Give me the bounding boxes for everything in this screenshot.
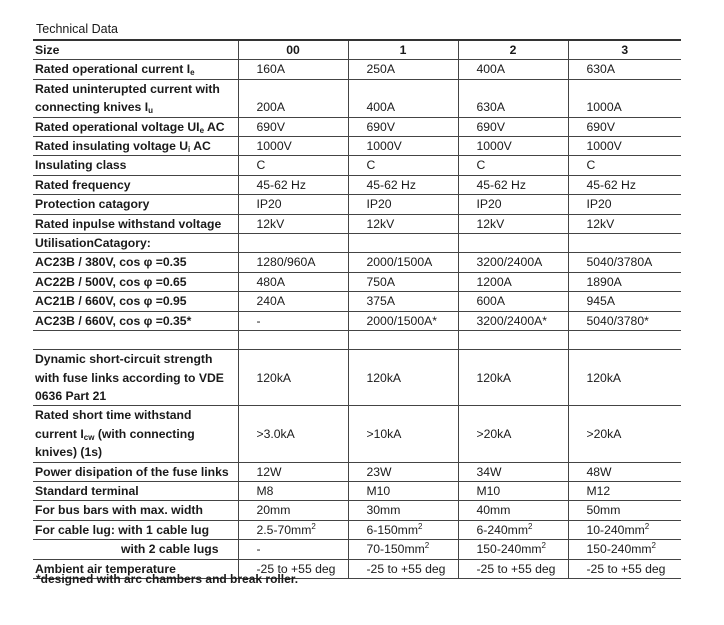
cell: IP20: [238, 195, 348, 214]
cell: 48W: [568, 462, 681, 481]
cell: -25 to +55 deg: [458, 559, 568, 578]
cell: >10kA: [348, 406, 458, 462]
cell: $6-150mm^2$: [348, 520, 458, 539]
cell: $10-240mm^2$: [568, 520, 681, 539]
footnote: *designed with arc chambers and break roller.: [36, 572, 299, 586]
cell: 45-62 Hz: [458, 175, 568, 194]
table-row: [33, 481, 681, 500]
cell: 375A: [348, 292, 458, 311]
cell: [348, 234, 458, 253]
cell: -25 to +55 deg: [348, 559, 458, 578]
cell: >20kA: [568, 406, 681, 462]
cell: 120kA: [568, 350, 681, 406]
cell: 750A: [348, 272, 458, 291]
cell: C: [238, 156, 348, 175]
cell: 1200A: [458, 272, 568, 291]
cell: [568, 234, 681, 253]
table-row: [33, 234, 681, 253]
cell: IP20: [348, 195, 458, 214]
cell: 50mm: [568, 501, 681, 520]
table-row: [33, 501, 681, 520]
cell: 12W: [238, 462, 348, 481]
cell: 1280/960A: [238, 253, 348, 272]
table-row: [33, 272, 681, 291]
document-title: Technical Data: [36, 22, 118, 36]
row-label: Rated operational current $I_e$: [33, 60, 238, 79]
cell: 45-62 Hz: [348, 175, 458, 194]
cell: 120kA: [238, 350, 348, 406]
cell: 2000/1500A: [348, 253, 458, 272]
cell: M10: [348, 481, 458, 500]
row-label: Rated short time withstand current $I_{cw}$ (with connecting knives) (1s): [33, 406, 238, 462]
cell: -25 to +55 deg: [238, 559, 348, 578]
cell: 23W: [348, 462, 458, 481]
cell: 2000/1500A*: [348, 311, 458, 330]
cell: 630A: [458, 79, 568, 117]
row-label: Rated frequency: [33, 175, 238, 194]
cell: 240A: [238, 292, 348, 311]
row-label: AC23B / 380V, cos φ =0.35: [33, 253, 238, 272]
cell: 40mm: [458, 501, 568, 520]
table-row: [33, 195, 681, 214]
row-label: Protection catagory: [33, 195, 238, 214]
row-label: For cable lug: with 1 cable lug: [33, 520, 238, 539]
table-row: [33, 292, 681, 311]
row-label: Power disipation of the fuse links: [33, 462, 238, 481]
cell: 1890A: [568, 272, 681, 291]
cell: IP20: [458, 195, 568, 214]
spacer-cell: [348, 331, 458, 350]
cell: 45-62 Hz: [568, 175, 681, 194]
cell: [238, 234, 348, 253]
spacer-row: [33, 331, 681, 350]
cell: 34W: [458, 462, 568, 481]
cell: 120kA: [348, 350, 458, 406]
cell: 5040/3780A: [568, 253, 681, 272]
cell: 690V: [238, 117, 348, 136]
row-label: UtilisationCatagory:: [33, 234, 238, 253]
spacer-cell: [568, 331, 681, 350]
row-label: Ambient air temperature: [33, 559, 238, 578]
table-row: [33, 406, 681, 462]
row-label: Insulating class: [33, 156, 238, 175]
table-header-row: [33, 40, 681, 60]
cell: [458, 234, 568, 253]
cell: 400A: [348, 79, 458, 117]
table-row: [33, 520, 681, 539]
cell: $150-240mm^2$: [458, 540, 568, 559]
table-row: [33, 214, 681, 233]
spacer-cell: [33, 331, 238, 350]
technical-data-table: [33, 39, 681, 579]
table-row: [33, 175, 681, 194]
cell: $70-150mm^2$: [348, 540, 458, 559]
spacer-cell: [458, 331, 568, 350]
cell: 12kV: [568, 214, 681, 233]
row-label: AC22B / 500V, cos φ =0.65: [33, 272, 238, 291]
cell: 30mm: [348, 501, 458, 520]
cell: 3200/2400A*: [458, 311, 568, 330]
table-row: [33, 79, 681, 117]
cell: 480A: [238, 272, 348, 291]
cell: 690V: [458, 117, 568, 136]
cell: IP20: [568, 195, 681, 214]
cell: 20mm: [238, 501, 348, 520]
cell: 945A: [568, 292, 681, 311]
cell: 600A: [458, 292, 568, 311]
size-col-00: 00: [238, 40, 348, 60]
cell: 690V: [348, 117, 458, 136]
size-col-1: 1: [348, 40, 458, 60]
cell: >20kA: [458, 406, 568, 462]
cell: C: [458, 156, 568, 175]
table-row: [33, 540, 681, 559]
table-row: [33, 156, 681, 175]
cell: C: [568, 156, 681, 175]
row-label: For bus bars with max. width: [33, 501, 238, 520]
table-row: [33, 311, 681, 330]
cell: 1000V: [458, 137, 568, 156]
cell: $6-240mm^2$: [458, 520, 568, 539]
row-label: Standard terminal: [33, 481, 238, 500]
cell: 5040/3780*: [568, 311, 681, 330]
row-label: Rated operational voltage $UI_e$ AC: [33, 117, 238, 136]
cell: 690V: [568, 117, 681, 136]
cell: 200A: [238, 79, 348, 117]
size-header: Size: [33, 40, 238, 60]
table-row: [33, 253, 681, 272]
cell: C: [348, 156, 458, 175]
row-label: Rated insulating voltage $U_i$ AC: [33, 137, 238, 156]
row-label: Dynamic short-circuit strength with fuse links according to VDE 0636 Part 21: [33, 350, 238, 406]
cell: 160A: [238, 60, 348, 79]
cell: M10: [458, 481, 568, 500]
cell: 12kV: [458, 214, 568, 233]
cell: 1000V: [568, 137, 681, 156]
cell: M12: [568, 481, 681, 500]
cell: M8: [238, 481, 348, 500]
cell: -: [238, 311, 348, 330]
row-label: AC23B / 660V, cos φ =0.35*: [33, 311, 238, 330]
cell: 1000V: [348, 137, 458, 156]
table-row: [33, 117, 681, 136]
cell: 12kV: [348, 214, 458, 233]
row-label: Rated uninterupted current with connecting knives $I_u$: [33, 79, 238, 117]
cell: 1000V: [238, 137, 348, 156]
cell: 630A: [568, 60, 681, 79]
cell: $150-240mm^2$: [568, 540, 681, 559]
cell: 250A: [348, 60, 458, 79]
spacer-cell: [238, 331, 348, 350]
cell: >3.0kA: [238, 406, 348, 462]
row-label: Rated inpulse withstand voltage: [33, 214, 238, 233]
cell: 12kV: [238, 214, 348, 233]
row-label: with 2 cable lugs: [33, 540, 238, 559]
cell: 400A: [458, 60, 568, 79]
cell: $2.5-70mm^2$: [238, 520, 348, 539]
cell: 120kA: [458, 350, 568, 406]
cell: 3200/2400A: [458, 253, 568, 272]
cell: 45-62 Hz: [238, 175, 348, 194]
cell: 1000A: [568, 79, 681, 117]
table-row: [33, 60, 681, 79]
table-row: [33, 462, 681, 481]
table-row: [33, 350, 681, 406]
row-label: AC21B / 660V, cos φ =0.95: [33, 292, 238, 311]
cell: -25 to +55 deg: [568, 559, 681, 578]
size-col-2: 2: [458, 40, 568, 60]
cell: -: [238, 540, 348, 559]
size-col-3: 3: [568, 40, 681, 60]
table-row: [33, 137, 681, 156]
